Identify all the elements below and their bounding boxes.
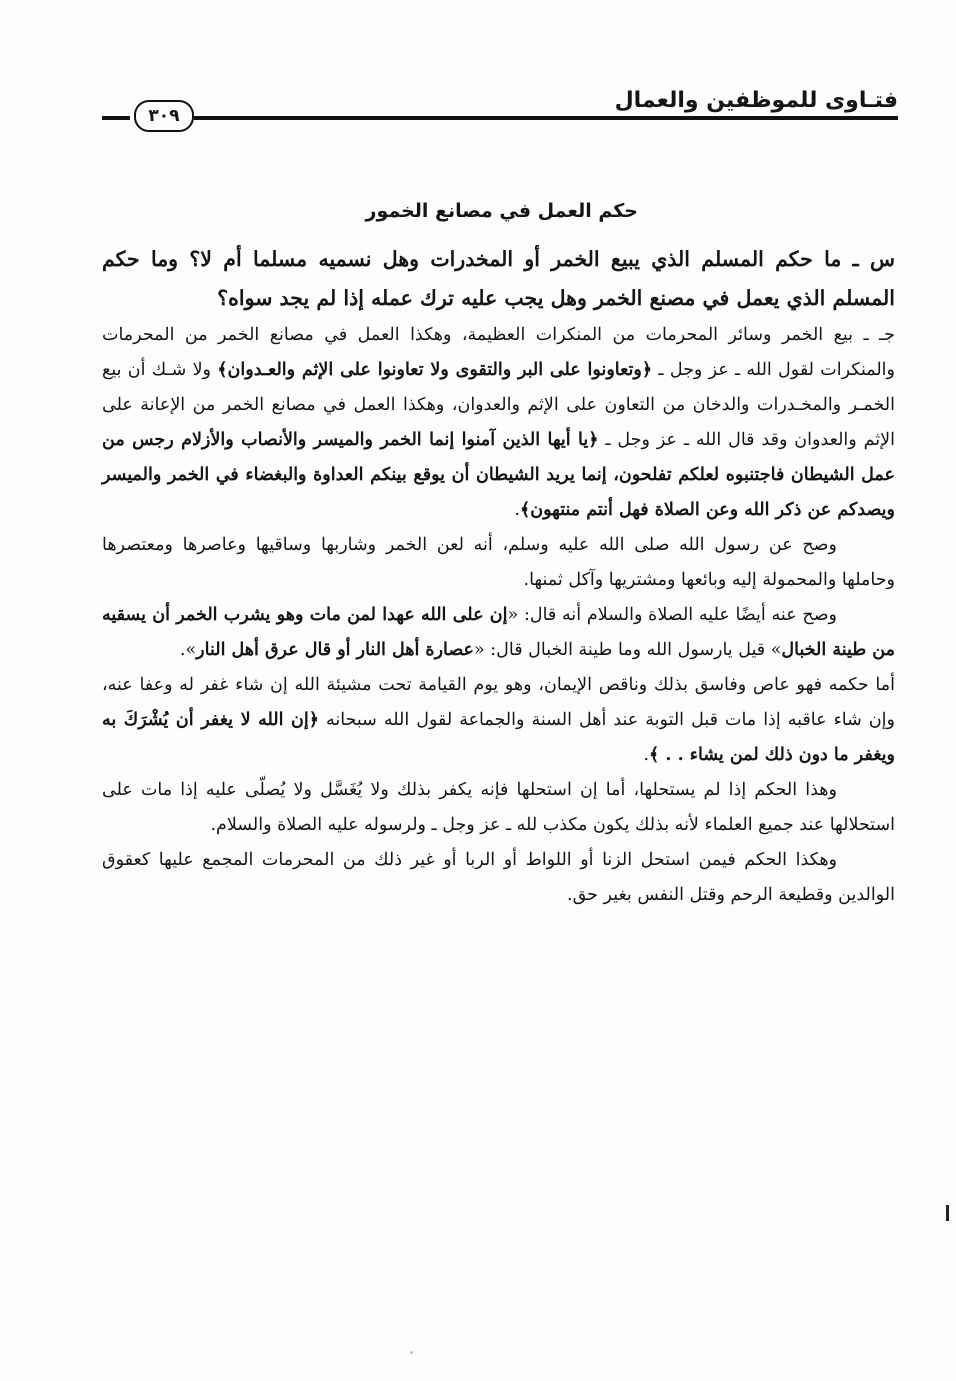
question-paragraph: س ـ ما حكم المسلم الذي يبيع الخمر أو المخدرات وهل نسميه مسلما أم لا؟ وما حكم المسلم الذي يعمل في مصنع الخمر وهل يجب عليه ترك عمله إذا لم يجد سواه؟ xyxy=(102,247,895,310)
quran-quote: ﴿إن الله لا يغفر أن يُشْرَكَ به ويغفر ما دون ذلك لمن يشاء . . ﴾ xyxy=(102,710,895,765)
quran-quote: ﴿يا أيها الذين آمنوا إنما الخمر والميسر والأنصاب والأزلام رجس من عمل الشيطان فاجتنبوه لعلكم تفلحون، إنما يريد الشيطان أن يوقع بينكم العداوة والبغضاء في الخمر والميسر ويصدكم عن ذكر الله وعن الصلاة فهل أنتم منتهون﴾ xyxy=(102,430,895,520)
answer-text: أما حكمه فهو عاص وفاسق بذلك وناقص الإيمان، وهو يوم القيامة تحت مشيئة الله إن شاء غفر له وعفا عنه، وإن شاء عاقبه إذا مات قبل التوبة عند أهل السنة والجماعة لقول الله سبحانه xyxy=(102,675,895,730)
answer-text: ». xyxy=(179,640,197,660)
answer-text: . xyxy=(643,745,650,765)
answer-text: . xyxy=(514,500,520,520)
answer-paragraph-2: وصح عن رسول الله صلى الله عليه وسلم، أنه لعن الخمر وشاربها وساقيها وعاصرها ومعتصرها وحاملها والمحمولة إليه وبائعها ومشتريها وآكل ثمنها. xyxy=(102,535,895,590)
answer-text: جـ ـ بيع الخمر وسائر المحرمات من المنكرات العظيمة، وهكذا العمل في مصانع الخمر من المحرمات والمنكرات لقول الله ـ عز وجل ـ xyxy=(102,325,895,380)
hadith-quote: عصارة أهل النار أو قال عرق أهل النار xyxy=(196,640,474,660)
hadith-quote: إن على الله عهدا لمن مات وهو يشرب الخمر أن يسقيه من طينة الخبال xyxy=(102,605,895,660)
answer-text: ولا شـك أن بيع الخمـر والمخـدرات والدخان من التعاون على الإثم والعدوان، وهكذا العمل في مصانع الخمر من الإعانة على الإثم والعدوان وقد قال الله ـ عز وجل ـ xyxy=(102,360,895,450)
header-rule xyxy=(194,116,898,120)
running-title: فتـاوى للموظفين والعمال xyxy=(614,88,898,113)
answer-paragraph-3 xyxy=(102,598,895,668)
answer-paragraph-6: وهكذا الحكم فيمن استحل الزنا أو اللواط أو الربا أو غير ذلك من المحرمات المجمع عليها كعقوق الوالدين وقطيعة الرحم وقتل النفس بغير حق. xyxy=(102,850,895,905)
article-body xyxy=(102,240,895,913)
header-dash xyxy=(102,116,130,120)
answer-paragraph-1 xyxy=(102,318,895,528)
answer-text: وصح عنه أيضًا عليه الصلاة والسلام أنه قال: « xyxy=(507,605,837,625)
scan-edge-mark xyxy=(946,1205,949,1221)
page-number: ٣٠٩ xyxy=(134,100,194,132)
answer-paragraph-4 xyxy=(102,668,895,773)
running-header xyxy=(102,88,898,132)
quran-quote: ﴿وتعاونوا على البر والتقوى ولا تعاونوا على الإثم والعـدوان﴾ xyxy=(217,360,653,380)
scan-dot xyxy=(410,1351,413,1354)
answer-text: » قيل يارسول الله وما طينة الخبال قال: « xyxy=(474,640,782,660)
answer-paragraph-5: وهذا الحكم إذا لم يستحلها، أما إن استحلها فإنه يكفر بذلك ولا يُغَسَّل ولا يُصلّى عليه إذا مات على استحلالها عند جميع العلماء لأنه بذلك يكون مكذب لله ـ عز وجل ـ ولرسوله عليه الصلاة والسلام. xyxy=(102,780,895,835)
section-title: حكم العمل في مصانع الخمور xyxy=(365,200,638,222)
